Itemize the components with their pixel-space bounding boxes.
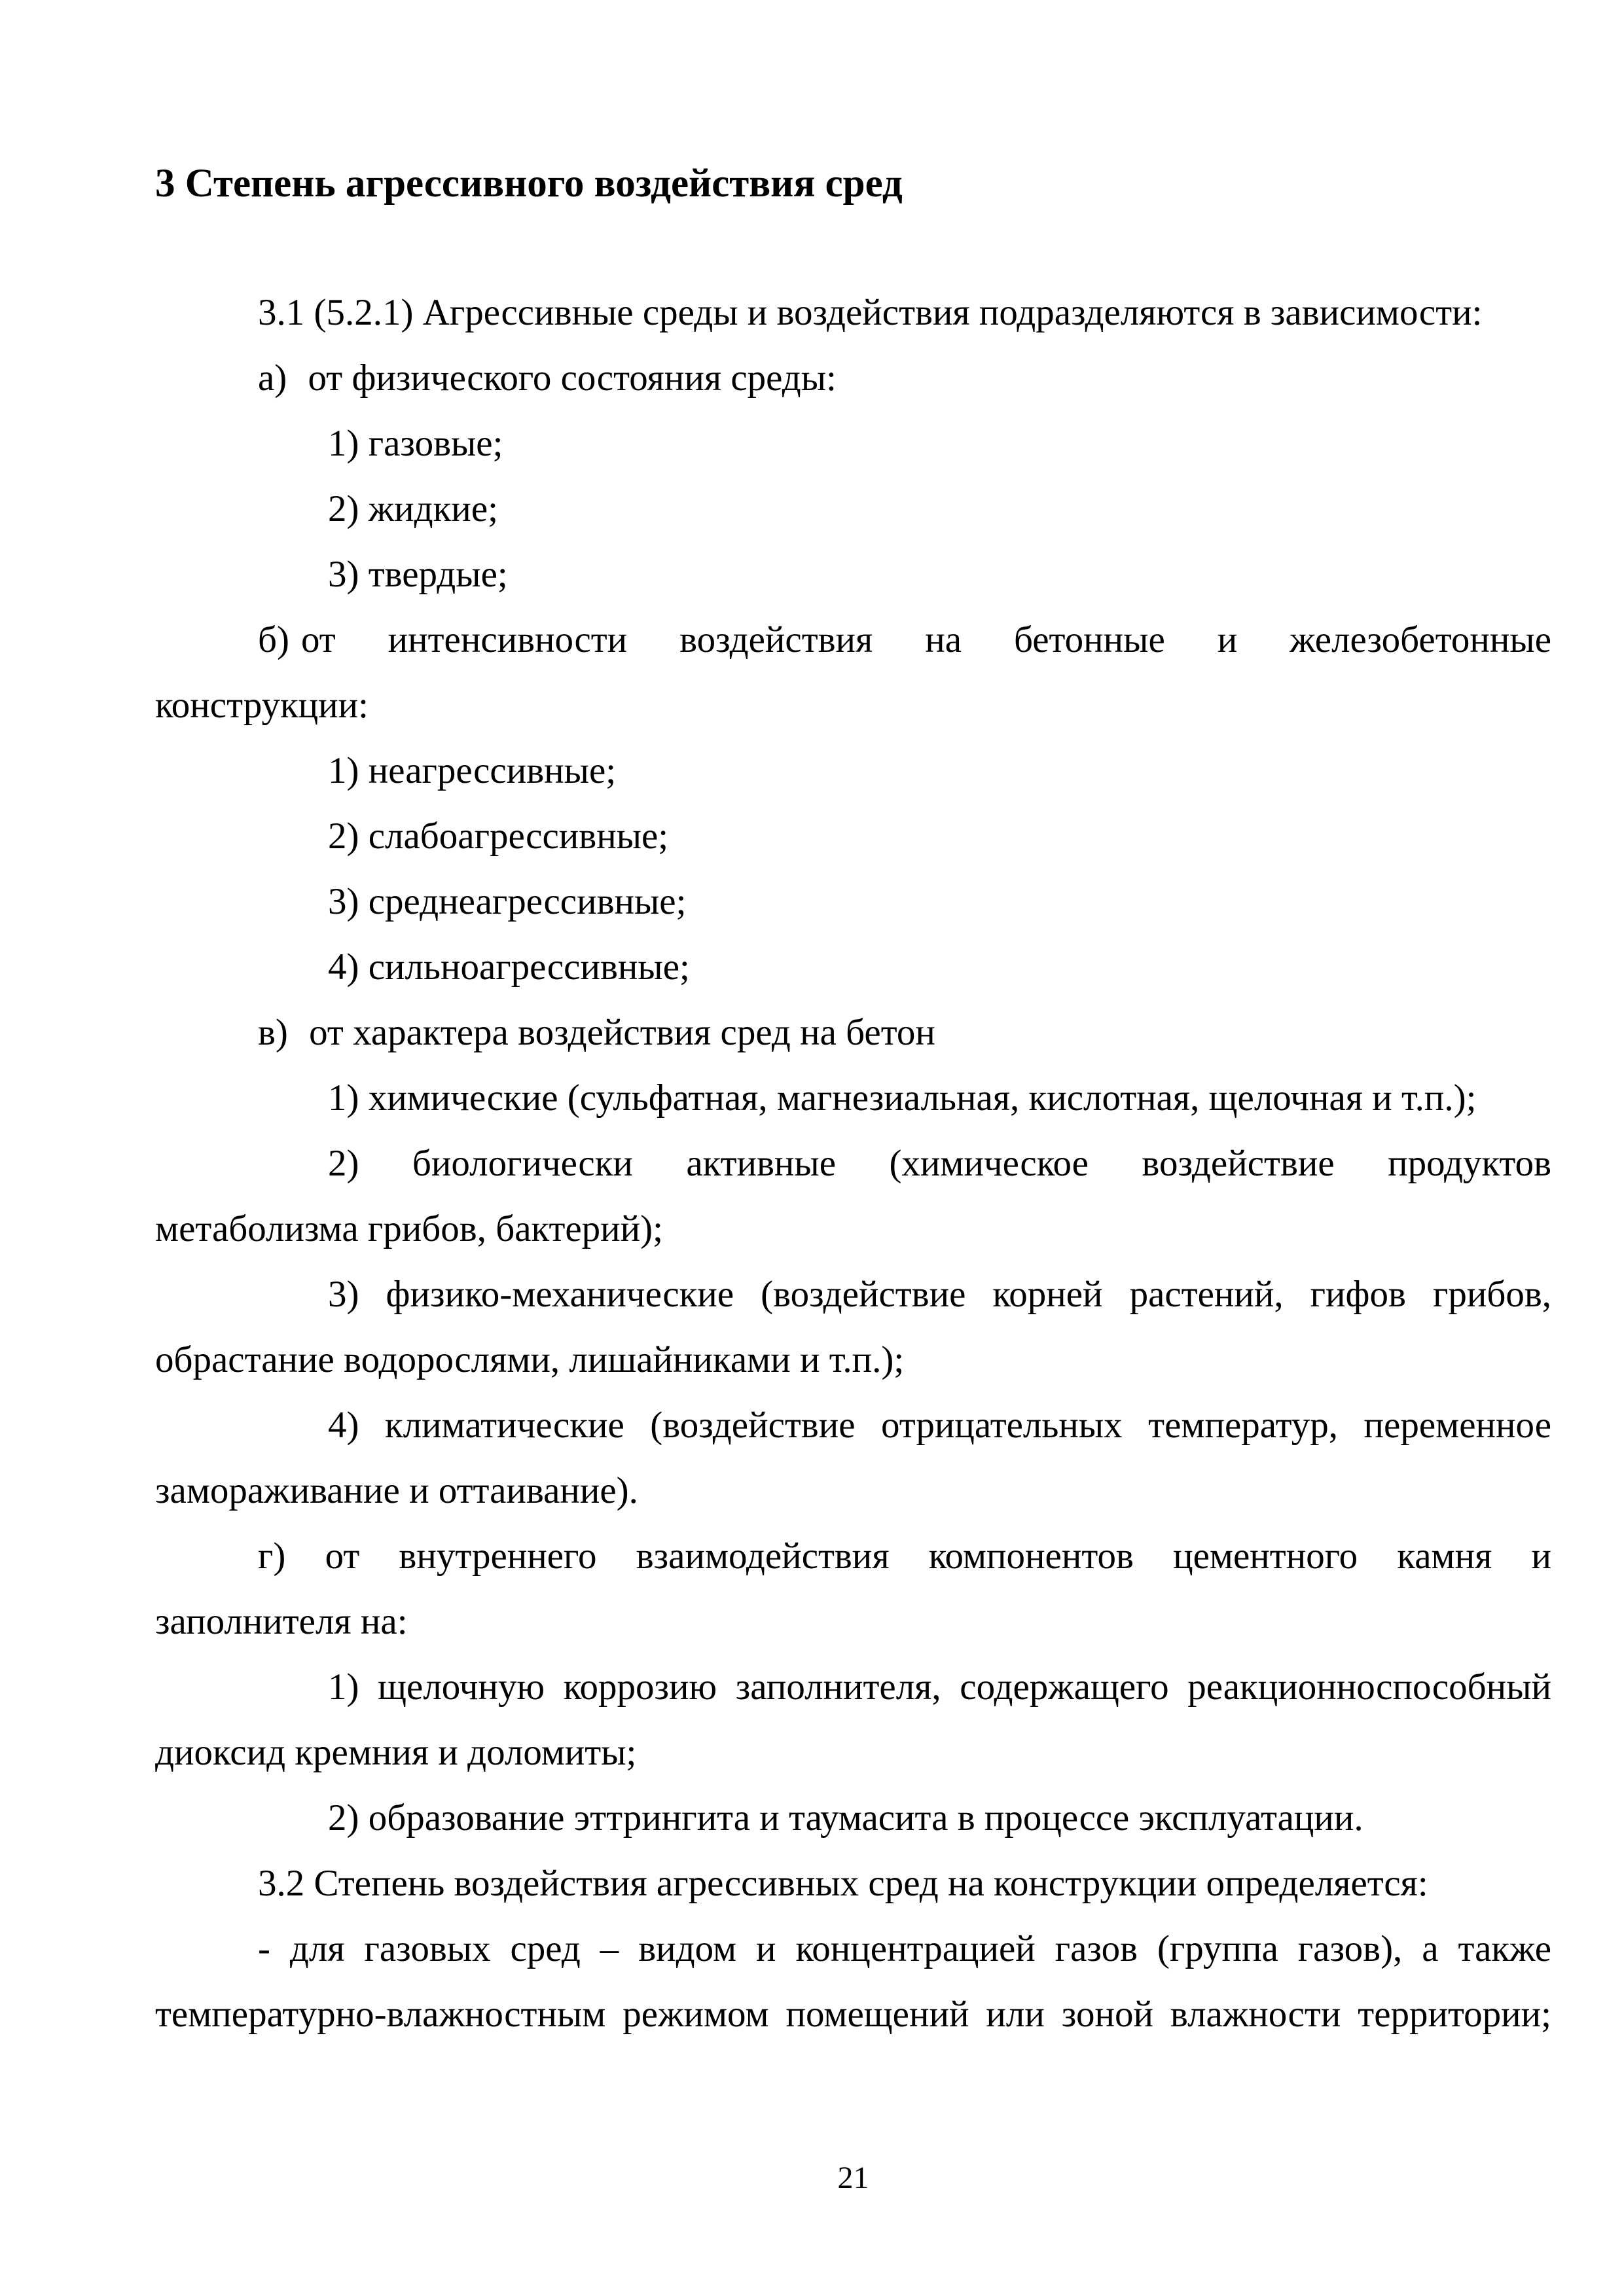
list-subitem-continuation: метаболизма грибов, бактерий); [155, 1208, 663, 1249]
paragraph-3-1: 3.1 (5.2.1) Агрессивные среды и воздействия подразделяются в зависимости: [258, 292, 1483, 333]
list-subitem-continuation: диоксид кремния и доломиты; [155, 1732, 637, 1773]
document-page [155, 0, 1551, 2296]
list-subitem: 3) физико-механические (воздействие корней растений, гифов грибов, [328, 1274, 1551, 1315]
list-item-v [258, 1014, 1551, 1053]
list-text-b-line2: конструкции: [155, 685, 369, 726]
list-label-v: в) [258, 1012, 288, 1053]
paragraph-3-2: 3.2 Степень воздействия агрессивных сред на конструкции определяется: [258, 1863, 1428, 1904]
list-subitem: 2) биологически активные (химическое воздействие продуктов [328, 1143, 1551, 1184]
list-subitem: 1) химические (сульфатная, магнезиальная, кислотная, щелочная и т.п.); [328, 1077, 1477, 1119]
list-item-a [258, 359, 1551, 399]
list-label-a: а) [258, 357, 287, 399]
section-heading: 3 Степень агрессивного воздействия сред [155, 162, 903, 206]
list-subitem: 1) неагрессивные; [328, 750, 617, 791]
list-subitem: 2) жидкие; [328, 488, 498, 529]
list-subitem-continuation: обрастание водорослями, лишайниками и т.п.); [155, 1339, 905, 1380]
list-subitem: 4) сильноагрессивные; [328, 946, 690, 988]
page-number: 21 [837, 2161, 869, 2195]
list-label-b: б) [258, 619, 289, 660]
list-subitem: 4) климатические (воздействие отрицательных температур, переменное [328, 1405, 1551, 1446]
list-text-b-line1: от интенсивности воздействия на бетонные и железобетонные [301, 619, 1551, 660]
list-subitem: 3) твердые; [328, 554, 508, 595]
list-subitem: 2) слабоагрессивные; [328, 816, 669, 857]
list-item-b [258, 621, 1551, 660]
list-text-a: от физического состояния среды: [308, 357, 837, 399]
gas-media-line1: - для газовых сред – видом и концентрацией газов (группа газов), а также [258, 1928, 1551, 1969]
list-text-g-line2: заполнителя на: [155, 1601, 408, 1642]
list-subitem-continuation: замораживание и оттаивание). [155, 1470, 638, 1511]
list-text-v: от характера воздействия сред на бетон [309, 1012, 935, 1053]
list-subitem: 1) газовые; [328, 423, 503, 464]
gas-media-line2: температурно-влажностным режимом помещений или зоной влажности территории; [155, 1994, 1551, 2035]
list-subitem: 3) среднеагрессивные; [328, 881, 687, 922]
list-subitem: 1) щелочную коррозию заполнителя, содержащего реакционноспособный [328, 1666, 1551, 1708]
list-item-g: г) от внутреннего взаимодействия компонентов цементного камня и [258, 1535, 1551, 1577]
list-subitem: 2) образование эттрингита и таумасита в процессе эксплуатации. [328, 1797, 1363, 1839]
